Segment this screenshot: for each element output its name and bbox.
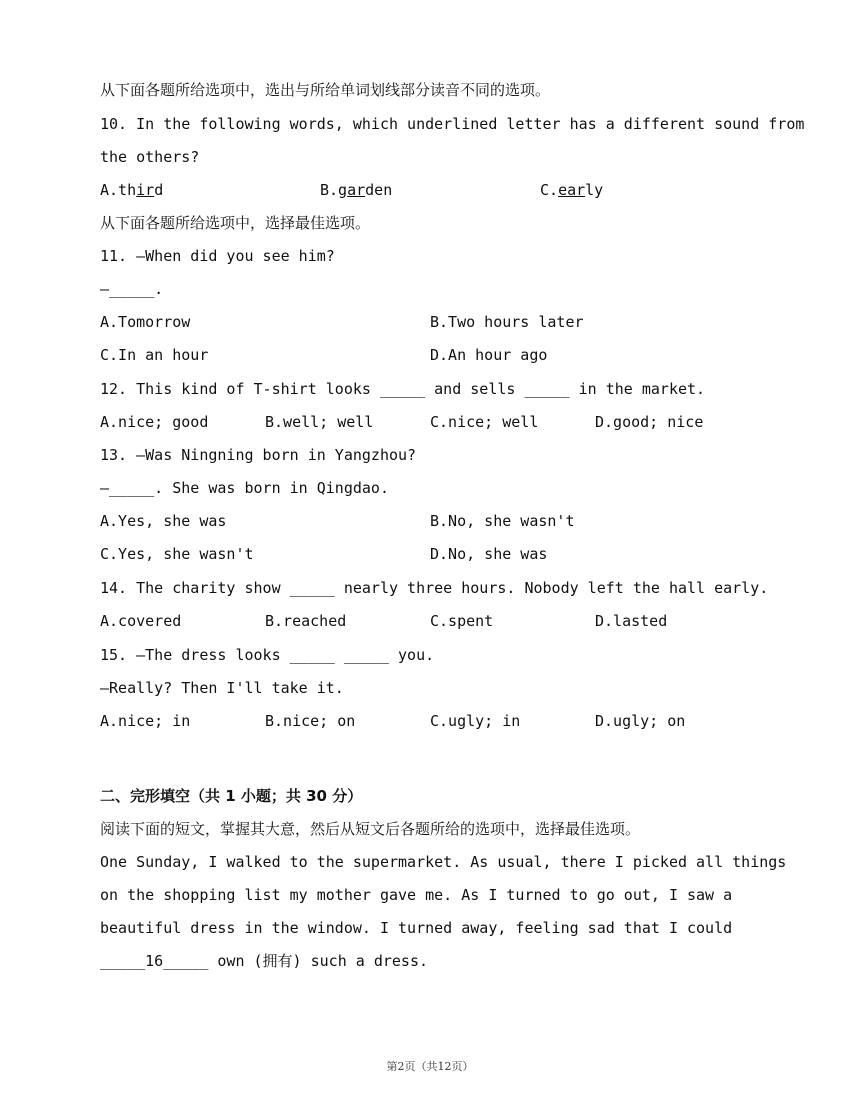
question-12-line1: 12. This kind of T-shirt looks _____ and sells _____ in the market. [100,380,706,398]
q12-option-d: D.good; nice [595,413,704,431]
underlined-letters: ar [347,181,366,199]
q11-option-a: A.Tomorrow [100,313,191,331]
instruction-pronunciation: 从下面各题所给选项中，选出与所给单词划线部分读音不同的选项。 [100,81,551,99]
q10-option-a [100,180,163,200]
option-text: d [154,181,164,199]
q10-option-b [320,180,392,200]
underlined-letters: ear [558,181,586,199]
q12-option-b: B.well; well [265,413,374,431]
question-15-line2: —Really? Then I'll take it. [100,679,344,697]
q12-option-c: C.nice; well [430,413,539,431]
question-13-line1: 13. —Was Ningning born in Yangzhou? [100,446,417,464]
page-footer: 第2页（共12页） [386,1060,474,1073]
passage-line-2: on the shopping list my mother gave me. As I turned to go out, I saw a [100,886,733,904]
underlined-letters: ir [136,181,155,199]
question-13-line2: —_____. She was born in Qingdao. [100,479,389,497]
question-14-line1: 14. The charity show _____ nearly three hours. Nobody left the hall early. [100,579,769,597]
section-heading-cloze: 二、完形填空（共 1 小题；共 30 分） [100,787,363,805]
question-10-line2: the others? [100,148,200,166]
q14-option-c: C.spent [430,612,494,630]
q15-option-b: B.nice; on [265,712,356,730]
q13-option-b: B.No, she wasn't [430,512,575,530]
q15-option-d: D.ugly; on [595,712,686,730]
question-11-line1: 11. —When did you see him? [100,247,335,265]
q12-option-a: A.nice; good [100,413,209,431]
q10-option-c [540,180,603,200]
q13-option-c: C.Yes, she wasn't [100,545,254,563]
q15-option-c: C.ugly; in [430,712,521,730]
instruction-cloze: 阅读下面的短文，掌握其大意，然后从短文后各题所给的选项中，选择最佳选项。 [100,820,641,838]
option-text: ly [585,181,604,199]
q11-option-c: C.In an hour [100,346,209,364]
question-15-line1: 15. —The dress looks _____ _____ you. [100,646,435,664]
q14-option-b: B.reached [265,612,347,630]
q13-option-d: D.No, she was [430,545,548,563]
option-text: B.g [320,181,348,199]
q14-option-d: D.lasted [595,612,668,630]
question-11-line2: —_____. [100,280,164,298]
option-text: den [365,181,393,199]
passage-line-1: One Sunday, I walked to the supermarket. As usual, there I picked all things [100,853,787,871]
question-10-line1: 10. In the following words, which underlined letter has a different sound from [100,115,805,133]
q11-option-d: D.An hour ago [430,346,548,364]
instruction-best-option: 从下面各题所给选项中，选择最佳选项。 [100,214,371,232]
q13-option-a: A.Yes, she was [100,512,227,530]
option-text: C. [540,181,559,199]
option-text: A.th [100,181,137,199]
q15-option-a: A.nice; in [100,712,191,730]
q11-option-b: B.Two hours later [430,313,584,331]
passage-line-4: _____16_____ own (拥有) such a dress. [100,952,429,970]
passage-line-3: beautiful dress in the window. I turned away, feeling sad that I could [100,919,733,937]
q14-option-a: A.covered [100,612,182,630]
